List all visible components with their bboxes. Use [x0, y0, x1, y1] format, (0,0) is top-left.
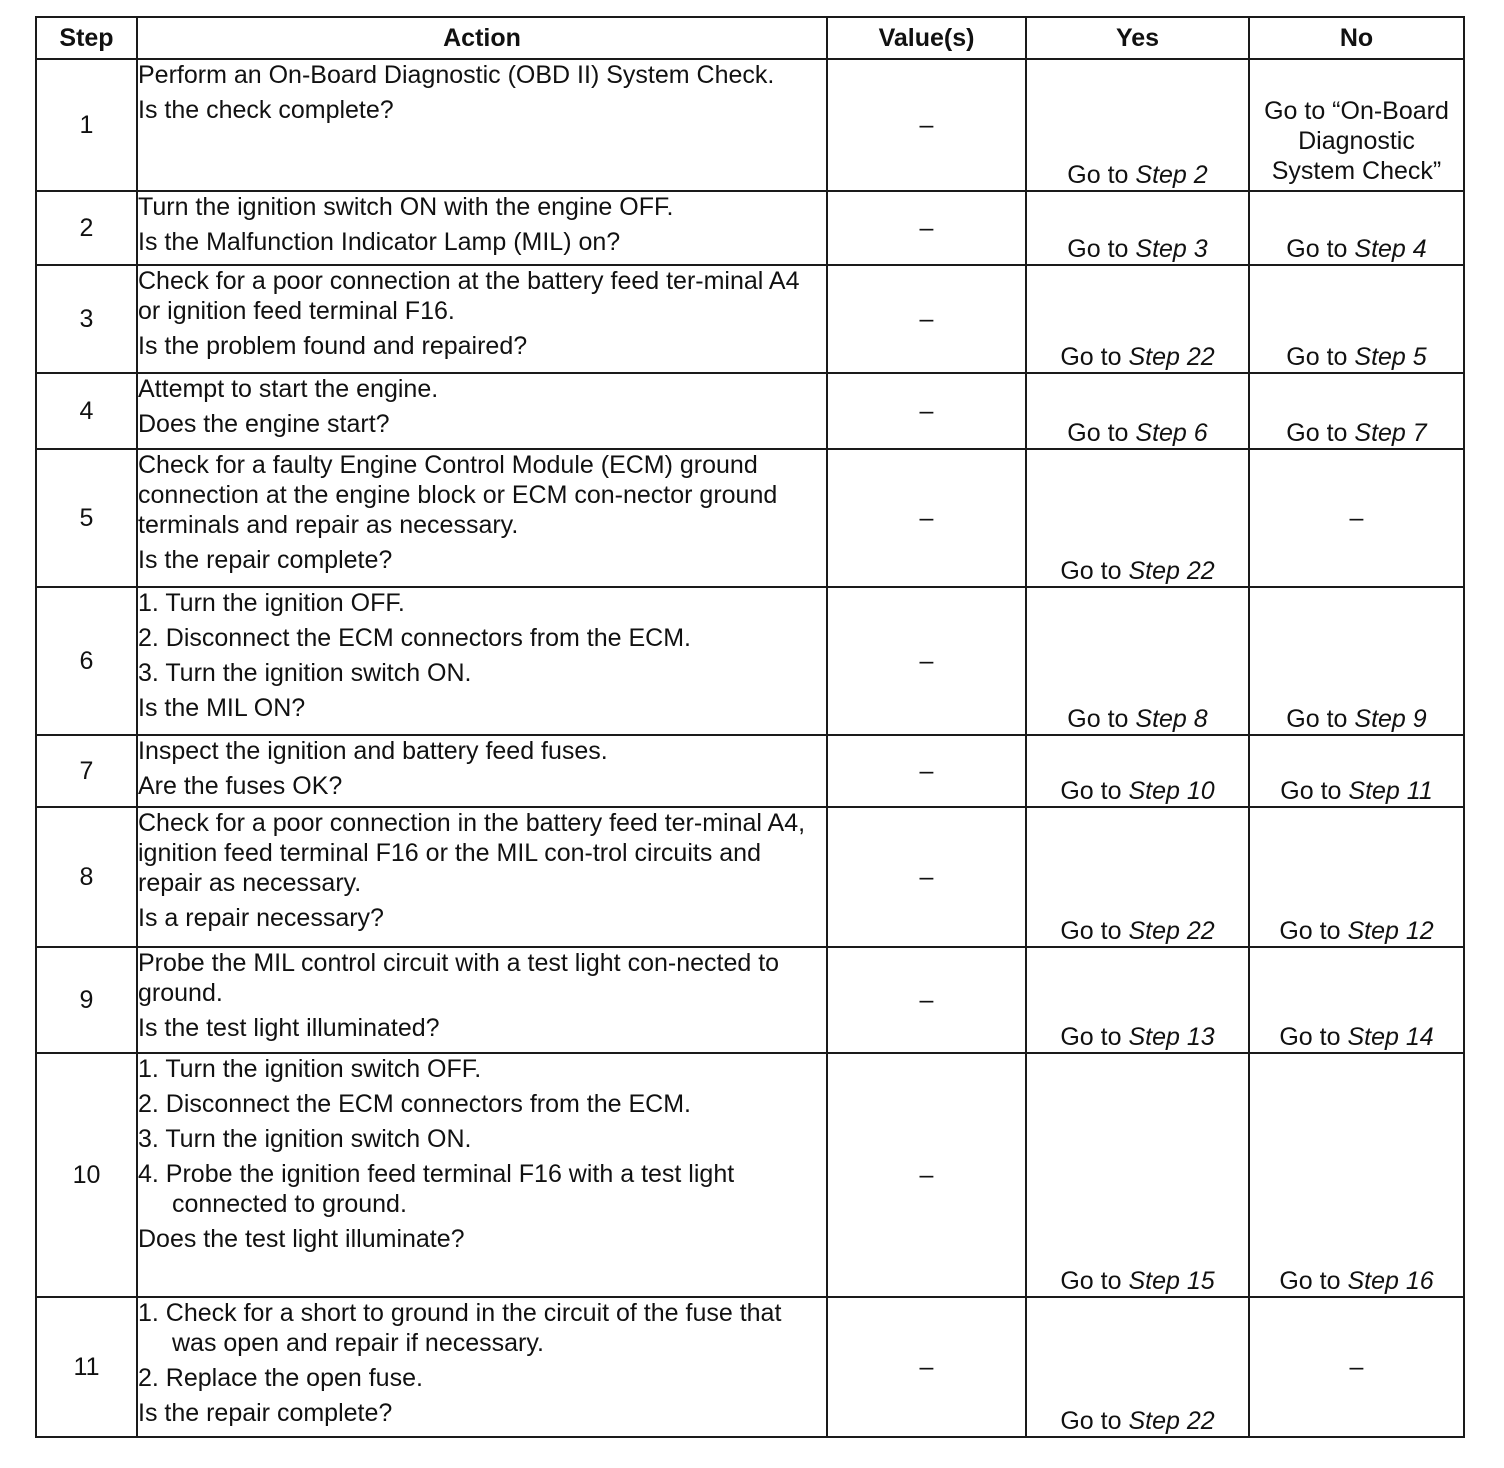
value-cell: – — [827, 191, 1026, 265]
no-cell — [1249, 587, 1464, 735]
action-text: Check for a poor connection at the battery feed ter-minal A4 or ignition feed terminal F16. — [138, 267, 800, 325]
step-number: 3 — [36, 265, 137, 373]
yes-goto-target: Step 2 — [1135, 161, 1208, 189]
yes-goto-target: Step 22 — [1128, 557, 1215, 585]
action-step-item: 2. Disconnect the ECM connectors from the ECM. — [138, 624, 691, 652]
action-step-item: 1. Turn the ignition switch OFF. — [138, 1055, 482, 1083]
no-goto-target: Step 12 — [1347, 917, 1434, 945]
value-cell: – — [827, 59, 1026, 191]
no-goto — [1279, 1267, 1433, 1295]
yes-goto-target: Step 15 — [1128, 1267, 1215, 1295]
no-goto — [1286, 343, 1426, 371]
action-cell — [137, 449, 827, 587]
table-row — [36, 1053, 1464, 1297]
step-number: 11 — [36, 1297, 137, 1437]
action-cell — [137, 735, 827, 807]
header-row — [36, 17, 1464, 59]
header-no: No — [1249, 17, 1464, 59]
yes-goto-prefix: Go to — [1067, 235, 1129, 263]
no-text: – — [1349, 504, 1364, 532]
action-question: Does the test light illuminate? — [138, 1225, 465, 1253]
table-row — [36, 59, 1464, 191]
yes-cell — [1026, 265, 1249, 373]
action-cell — [137, 191, 827, 265]
action-step-item: 4. Probe the ignition feed terminal F16 with a test light connected to ground. — [138, 1160, 735, 1218]
no-goto-prefix: Go to — [1286, 235, 1348, 263]
action-step-item: 1. Check for a short to ground in the circuit of the fuse that was open and repair if necessary. — [138, 1299, 782, 1357]
step-number: 5 — [36, 449, 137, 587]
action-question: Is the test light illuminated? — [138, 1014, 440, 1042]
action-question: Is the Malfunction Indicator Lamp (MIL) on? — [138, 228, 621, 256]
yes-goto — [1067, 705, 1207, 733]
yes-goto-target: Step 8 — [1135, 705, 1208, 733]
table-row — [36, 449, 1464, 587]
no-goto-target: Step 5 — [1354, 343, 1427, 371]
no-text: – — [1349, 1353, 1364, 1381]
yes-cell — [1026, 59, 1249, 191]
no-goto — [1279, 1023, 1433, 1051]
no-goto-prefix: Go to — [1279, 917, 1341, 945]
action-text: Perform an On-Board Diagnostic (OBD II) System Check. — [138, 61, 775, 89]
action-question: Is the check complete? — [138, 96, 394, 124]
action-question: Is the problem found and repaired? — [138, 332, 528, 360]
header-values: Value(s) — [827, 17, 1026, 59]
yes-goto-prefix: Go to — [1067, 419, 1129, 447]
yes-goto — [1060, 343, 1214, 371]
no-goto — [1286, 705, 1426, 733]
no-text: Go to “On-Board Diagnostic System Check” — [1264, 97, 1449, 185]
value-cell: – — [827, 807, 1026, 947]
action-text: Probe the MIL control circuit with a test light con-nected to ground. — [138, 949, 780, 1007]
yes-cell — [1026, 1297, 1249, 1437]
yes-goto-prefix: Go to — [1060, 1023, 1122, 1051]
no-cell — [1249, 735, 1464, 807]
yes-cell — [1026, 947, 1249, 1053]
yes-goto-target: Step 6 — [1135, 419, 1208, 447]
step-number: 4 — [36, 373, 137, 449]
step-number: 1 — [36, 59, 137, 191]
no-cell — [1249, 807, 1464, 947]
no-goto — [1280, 777, 1432, 805]
no-goto-prefix: Go to — [1279, 1267, 1341, 1295]
diagnostic-table — [35, 16, 1465, 1438]
yes-goto — [1060, 1023, 1214, 1051]
yes-cell — [1026, 807, 1249, 947]
yes-goto-target: Step 22 — [1128, 1407, 1215, 1435]
value-cell: – — [827, 1297, 1026, 1437]
yes-goto-prefix: Go to — [1067, 161, 1129, 189]
action-text: Inspect the ignition and battery feed fuses. — [138, 737, 608, 765]
action-cell — [137, 1053, 827, 1297]
no-cell — [1249, 947, 1464, 1053]
no-goto-target: Step 4 — [1354, 235, 1427, 263]
yes-goto-target: Step 13 — [1128, 1023, 1215, 1051]
no-goto — [1286, 235, 1426, 263]
no-goto-target: Step 9 — [1354, 705, 1427, 733]
table-row — [36, 265, 1464, 373]
yes-goto — [1060, 917, 1214, 945]
value-cell: – — [827, 265, 1026, 373]
action-cell — [137, 265, 827, 373]
yes-goto-prefix: Go to — [1060, 1267, 1122, 1295]
yes-goto-target: Step 10 — [1128, 777, 1215, 805]
action-question: Is the repair complete? — [138, 1399, 393, 1427]
action-question: Does the engine start? — [138, 410, 390, 438]
yes-cell — [1026, 1053, 1249, 1297]
yes-goto — [1060, 1267, 1214, 1295]
table-row — [36, 735, 1464, 807]
yes-goto — [1060, 777, 1214, 805]
yes-goto-target: Step 22 — [1128, 343, 1215, 371]
action-text: Turn the ignition switch ON with the engine OFF. — [138, 193, 674, 221]
value-cell: – — [827, 449, 1026, 587]
no-goto-prefix: Go to — [1279, 1023, 1341, 1051]
yes-goto-prefix: Go to — [1060, 557, 1122, 585]
table-row — [36, 587, 1464, 735]
action-text: Check for a poor connection in the battery feed ter-minal A4, ignition feed terminal F16 or the MIL con-trol circuits and repair as necessary. — [138, 809, 806, 897]
action-text: Check for a faulty Engine Control Module (ECM) ground connection at the engine block or ECM con-nector ground terminals and repair as necessary. — [138, 451, 778, 539]
no-goto-prefix: Go to — [1286, 343, 1348, 371]
step-number: 2 — [36, 191, 137, 265]
yes-goto — [1060, 557, 1214, 585]
no-goto-target: Step 14 — [1347, 1023, 1434, 1051]
action-step-item: 3. Turn the ignition switch ON. — [138, 1125, 472, 1153]
action-step-item: 2. Replace the open fuse. — [138, 1364, 423, 1392]
step-number: 8 — [36, 807, 137, 947]
no-goto-target: Step 7 — [1354, 419, 1427, 447]
no-cell — [1249, 59, 1464, 191]
no-goto-target: Step 16 — [1347, 1267, 1434, 1295]
no-goto-prefix: Go to — [1286, 705, 1348, 733]
action-step-item: 3. Turn the ignition switch ON. — [138, 659, 472, 687]
step-number: 6 — [36, 587, 137, 735]
yes-goto — [1067, 419, 1207, 447]
yes-goto — [1060, 1407, 1214, 1435]
yes-goto-prefix: Go to — [1060, 777, 1122, 805]
header-action: Action — [137, 17, 827, 59]
no-cell — [1249, 1053, 1464, 1297]
no-goto-target: Step 11 — [1348, 777, 1433, 805]
no-cell — [1249, 265, 1464, 373]
value-cell: – — [827, 587, 1026, 735]
value-cell: – — [827, 1053, 1026, 1297]
table-row — [36, 191, 1464, 265]
value-cell: – — [827, 373, 1026, 449]
action-text: Attempt to start the engine. — [138, 375, 439, 403]
header-yes: Yes — [1026, 17, 1249, 59]
yes-goto-prefix: Go to — [1060, 1407, 1122, 1435]
value-cell: – — [827, 735, 1026, 807]
action-question: Is the MIL ON? — [138, 694, 306, 722]
yes-cell — [1026, 587, 1249, 735]
yes-cell — [1026, 191, 1249, 265]
action-cell — [137, 807, 827, 947]
table-row — [36, 373, 1464, 449]
no-goto — [1279, 917, 1433, 945]
action-cell — [137, 373, 827, 449]
no-goto-prefix: Go to — [1280, 777, 1342, 805]
no-cell — [1249, 1297, 1464, 1437]
action-question: Is the repair complete? — [138, 546, 393, 574]
action-cell — [137, 1297, 827, 1437]
yes-goto-prefix: Go to — [1060, 917, 1122, 945]
no-goto — [1286, 419, 1426, 447]
action-question: Are the fuses OK? — [138, 772, 343, 800]
action-cell — [137, 59, 827, 191]
step-number: 7 — [36, 735, 137, 807]
yes-cell — [1026, 373, 1249, 449]
action-question: Is a repair necessary? — [138, 904, 384, 932]
no-cell — [1249, 373, 1464, 449]
action-cell — [137, 947, 827, 1053]
action-step-item: 1. Turn the ignition OFF. — [138, 589, 405, 617]
yes-goto — [1067, 161, 1207, 189]
no-goto-prefix: Go to — [1286, 419, 1348, 447]
action-step-item: 2. Disconnect the ECM connectors from the ECM. — [138, 1090, 691, 1118]
yes-cell — [1026, 735, 1249, 807]
no-cell — [1249, 191, 1464, 265]
table-body — [36, 59, 1464, 1437]
value-cell: – — [827, 947, 1026, 1053]
yes-goto — [1067, 235, 1207, 263]
yes-goto-prefix: Go to — [1060, 343, 1122, 371]
no-cell — [1249, 449, 1464, 587]
yes-goto-target: Step 22 — [1128, 917, 1215, 945]
yes-goto-target: Step 3 — [1135, 235, 1208, 263]
yes-goto-prefix: Go to — [1067, 705, 1129, 733]
table-row — [36, 947, 1464, 1053]
header-step: Step — [36, 17, 137, 59]
step-number: 9 — [36, 947, 137, 1053]
table-row — [36, 807, 1464, 947]
table-row — [36, 1297, 1464, 1437]
step-number: 10 — [36, 1053, 137, 1297]
action-cell — [137, 587, 827, 735]
yes-cell — [1026, 449, 1249, 587]
